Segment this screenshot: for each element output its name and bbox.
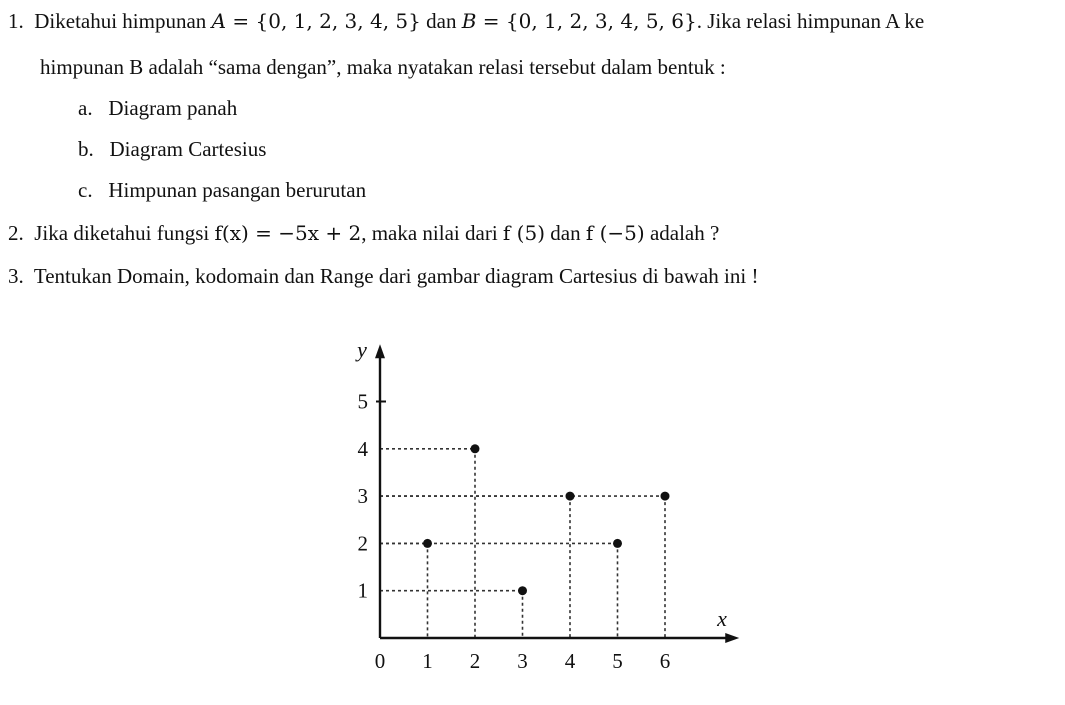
part-b-text: Diagram Cartesius (109, 137, 267, 161)
part-a-label: a. (78, 96, 93, 120)
question-2-prefix: Jika diketahui fungsi (34, 221, 210, 245)
data-point-3 (518, 586, 527, 595)
y-tick-label-5: 5 (357, 389, 368, 414)
question-2-connector: dan (550, 221, 581, 245)
question-2-number: 2. (8, 221, 24, 245)
question-2-middle: , maka nilai dari (361, 221, 498, 245)
part-b-label: b. (78, 137, 94, 161)
y-axis-arrowhead (375, 344, 385, 358)
y-tick-label-3: 3 (357, 484, 368, 509)
y-tick-label-2: 2 (357, 531, 368, 556)
question-1-connector: dan (426, 9, 457, 33)
x-tick-label-2: 2 (469, 649, 481, 673)
data-point-4 (566, 492, 575, 501)
set-a-name: A (211, 9, 227, 33)
data-point-6 (661, 492, 670, 501)
question-2-fm5: f (−5) (585, 221, 645, 245)
y-axis-label: y (357, 337, 367, 363)
question-1-line-2-text: himpunan B adalah “sama dengan”, maka nyatakan relasi tersebut dalam bentuk : (40, 55, 726, 79)
question-3-number: 3. (8, 264, 24, 288)
x-tick-label-5: 5 (612, 649, 623, 673)
x-tick-label-0: 0 (374, 649, 386, 673)
y-tick-label-4: 4 (357, 436, 368, 461)
question-1-suffix: . Jika relasi himpunan A ke (696, 9, 925, 33)
question-1-line-1: 1. Diketahui himpunan A = {0, 1, 2, 3, 4, 5} dan B = {0, 1, 2, 3, 4, 5, 6}. Jika relasi himpunan A ke (8, 9, 925, 33)
set-b-elements: {0, 1, 2, 3, 4, 5, 6} (505, 9, 697, 33)
data-point-2 (471, 444, 480, 453)
question-1-number: 1. (8, 9, 24, 33)
y-tick-label-1: 1 (357, 578, 368, 603)
question-2-function: f(x) = −5x + 2 (214, 221, 362, 245)
question-2-suffix: adalah ? (649, 221, 720, 245)
x-axis-label: x (717, 606, 727, 631)
data-point-1 (423, 539, 432, 548)
data-point-5 (613, 539, 622, 548)
part-a-text: Diagram panah (108, 96, 238, 120)
question-1-prefix: Diketahui himpunan (34, 9, 207, 33)
question-3-text: Tentukan Domain, kodomain dan Range dari gambar diagram Cartesius di bawah ini ! (33, 264, 759, 288)
set-b-name: B (461, 9, 477, 33)
set-a-elements: {0, 1, 2, 3, 4, 5} (255, 9, 421, 33)
x-axis-arrowhead (725, 633, 739, 643)
x-tick-label-6: 6 (659, 649, 671, 673)
x-tick-label-3: 3 (517, 649, 528, 673)
part-c-label: c. (78, 178, 93, 202)
part-c-text: Himpunan pasangan berurutan (108, 178, 367, 202)
question-2-f5: f (5) (502, 221, 545, 245)
x-tick-label-1: 1 (422, 649, 433, 673)
x-tick-label-4: 4 (564, 649, 576, 673)
